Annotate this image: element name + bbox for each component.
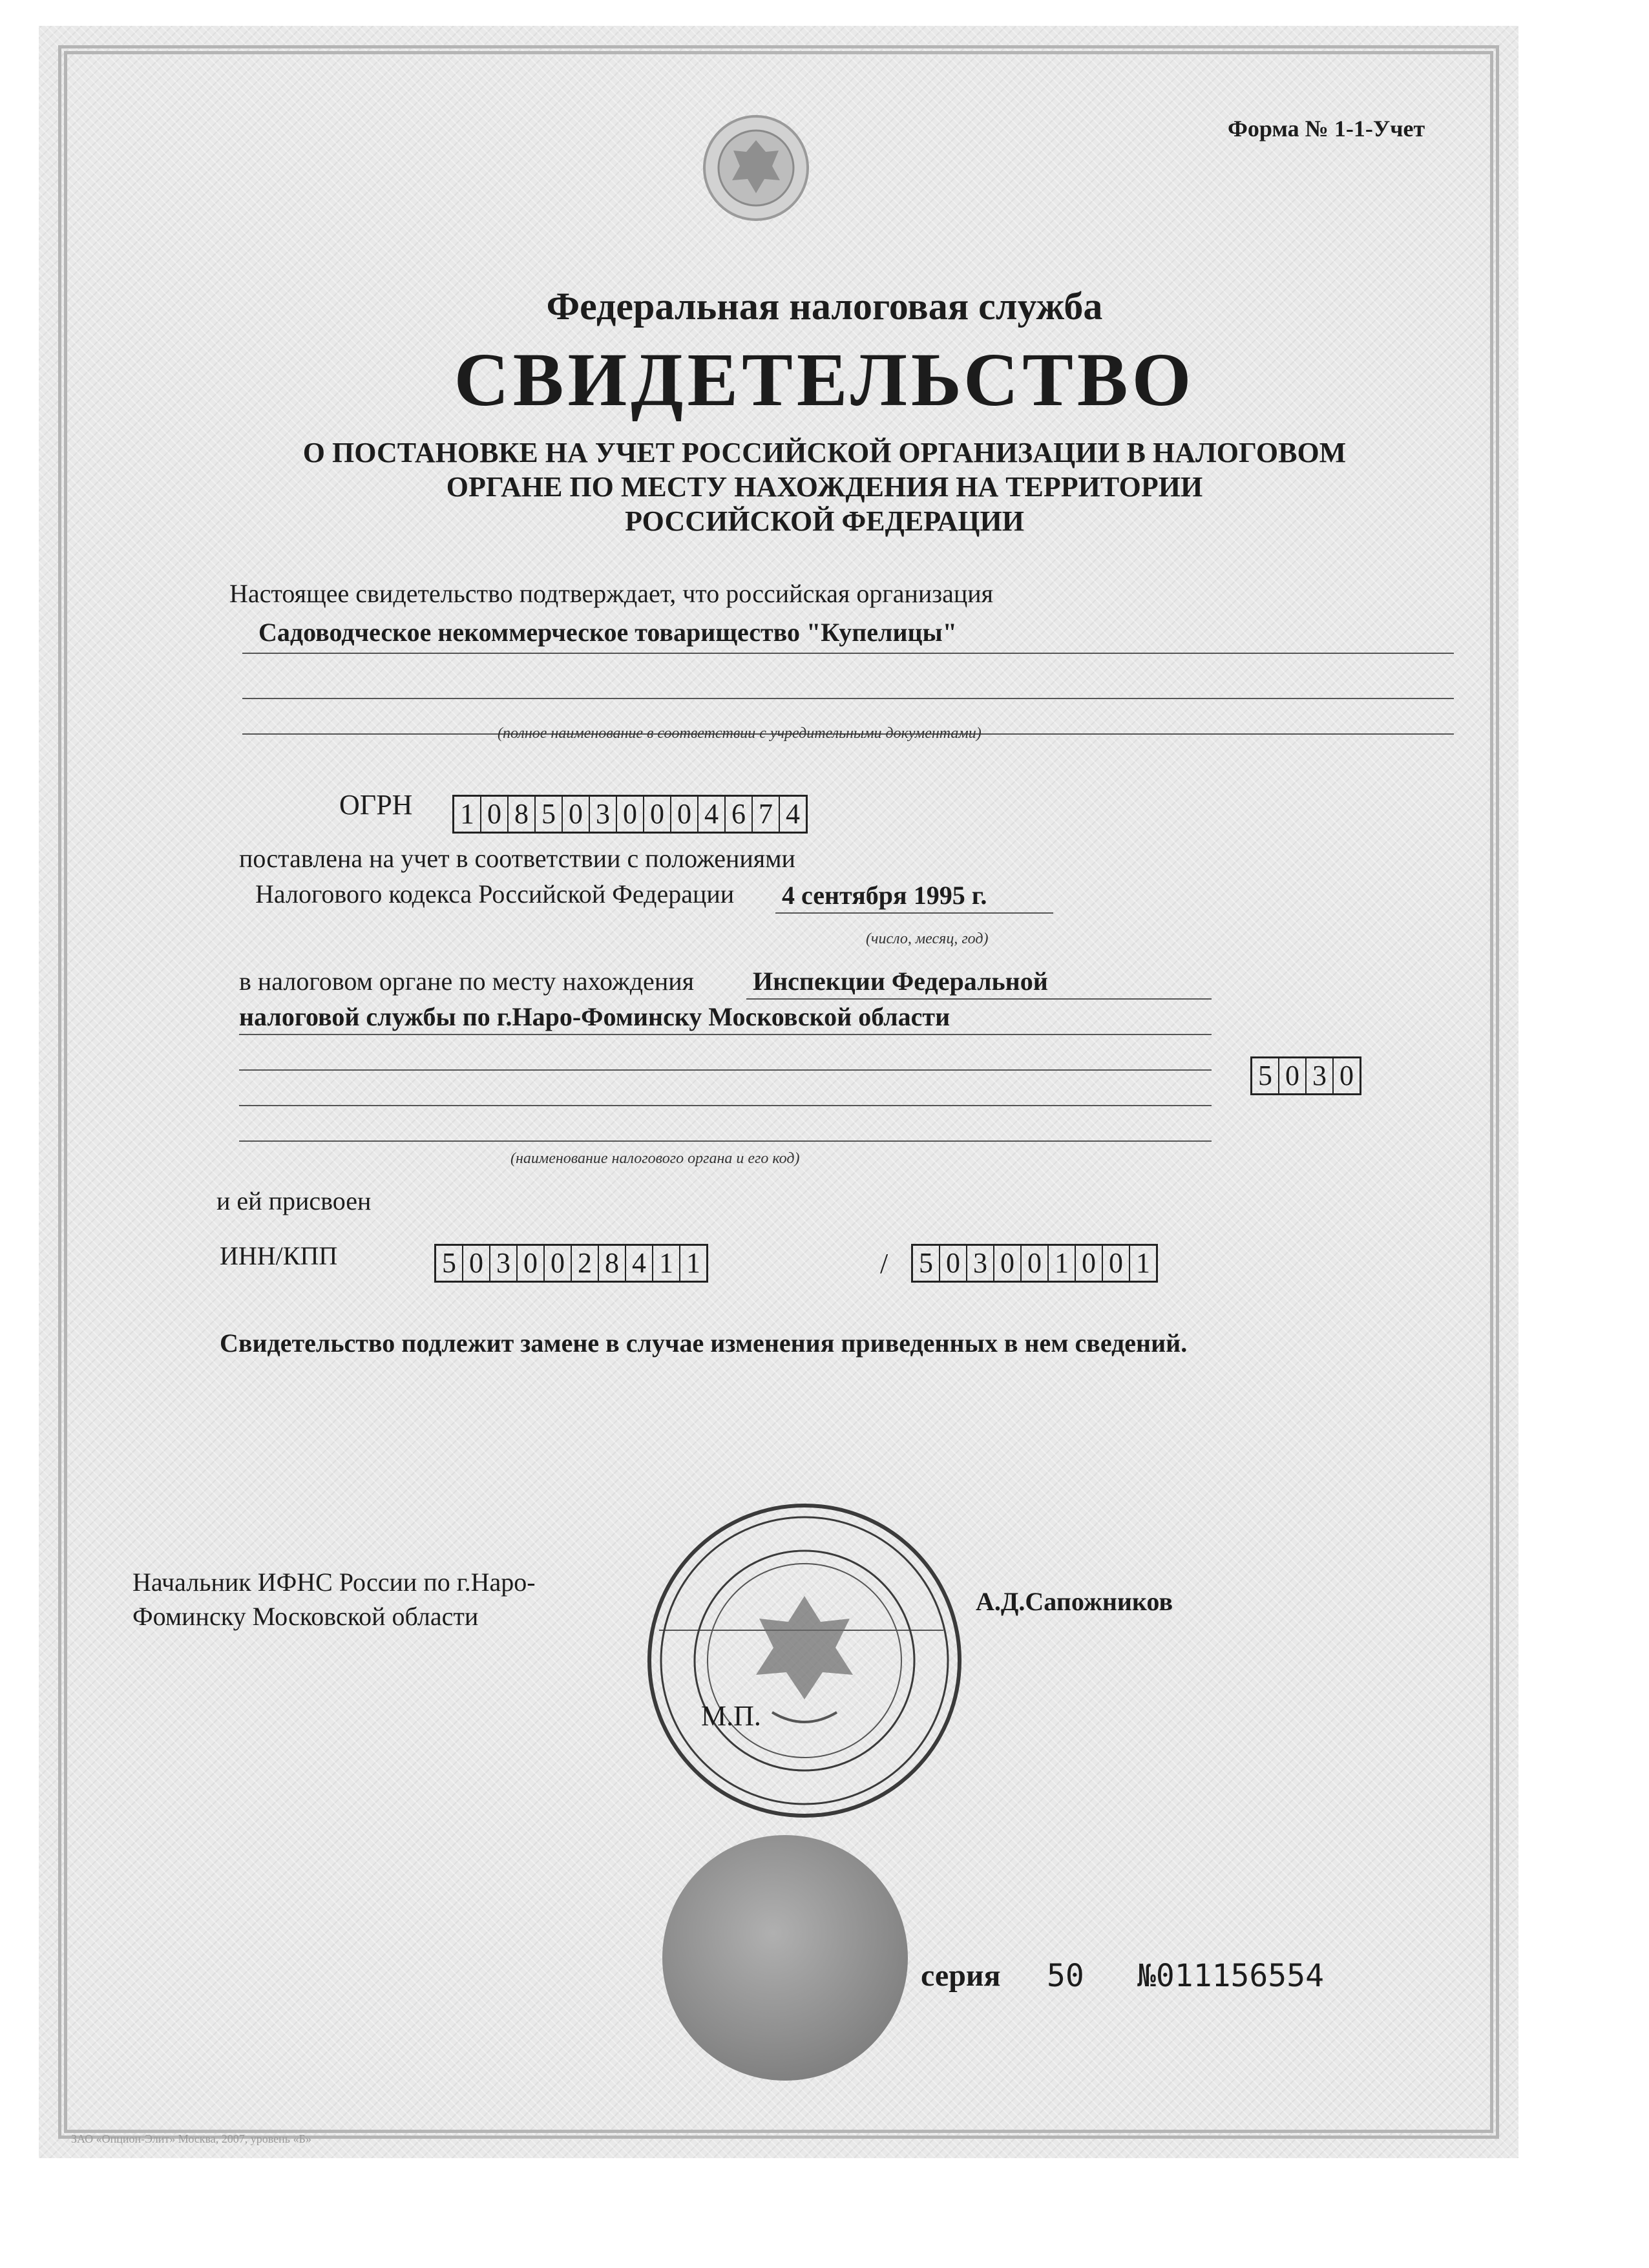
inn-digit-cell: 1	[686, 1247, 700, 1279]
date-hint: (число, месяц, год)	[866, 930, 989, 947]
org-name-underline-2	[242, 698, 1454, 699]
kpp-digit-cell: 1	[1049, 1246, 1076, 1281]
agency-name: Федеральная налоговая служба	[546, 285, 1103, 328]
ogrn-digit-cell: 0	[671, 797, 698, 832]
inn-digit-cell: 3	[490, 1246, 518, 1281]
org-name-underline-1	[242, 653, 1454, 654]
tax-office-underline-1	[746, 998, 1212, 1000]
tax-office-name-1: Инспекции Федеральной	[753, 967, 1048, 996]
inn-digit-cell: 0	[463, 1246, 490, 1281]
emblem-icon	[701, 113, 811, 223]
inn-digit-cell: 8	[599, 1246, 626, 1281]
kpp-digit-cell: 0	[1076, 1246, 1103, 1281]
signer-name: А.Д.Сапожников	[976, 1587, 1173, 1616]
ogrn-digit-cell: 4	[698, 797, 726, 832]
kpp-digit-cell: 0	[940, 1246, 967, 1281]
date-underline	[775, 912, 1053, 914]
inn-digit-cell: 5	[436, 1246, 463, 1281]
tax-office-underline-3	[239, 1069, 1212, 1071]
certificate-number: №011156554	[1137, 1958, 1324, 1994]
tax-office-code-cell: 3	[1307, 1058, 1334, 1093]
hologram-seal-icon	[662, 1835, 908, 2081]
ogrn-digit-cell: 0	[481, 797, 509, 832]
kpp-digit-cell: 3	[967, 1246, 994, 1281]
tax-office-code-cell: 0	[1279, 1058, 1307, 1093]
tax-office-intro: в налоговом органе по месту нахождения	[239, 967, 695, 996]
tax-office-code-cell: 5	[1252, 1058, 1279, 1093]
official-stamp-icon	[643, 1499, 966, 1822]
ogrn-digit-cell: 6	[726, 797, 753, 832]
kpp-digit-cell: 0	[1022, 1246, 1049, 1281]
ogrn-digit-cell: 0	[617, 797, 644, 832]
kpp-digit-cell: 0	[994, 1246, 1022, 1281]
subtitle-line-2: ОРГАНЕ ПО МЕСТУ НАХОЖДЕНИЯ НА ТЕРРИТОРИИ	[446, 471, 1203, 503]
inn-digit-cell: 1	[653, 1246, 680, 1281]
replacement-note: Свидетельство подлежит замене в случае изменения приведенных в нем сведений.	[220, 1328, 1188, 1358]
tax-office-code	[1250, 1056, 1361, 1095]
signer-title-1: Начальник ИФНС России по г.Наро-	[132, 1568, 536, 1597]
org-name: Садоводческое некоммерческое товарищество "Купелицы"	[258, 618, 957, 647]
page-title: СВИДЕТЕЛЬСТВО	[454, 337, 1195, 422]
inn-digit-cell: 4	[626, 1246, 653, 1281]
registration-date: 4 сентября 1995 г.	[782, 881, 987, 910]
subtitle-line-1: О ПОСТАНОВКЕ НА УЧЕТ РОССИЙСКОЙ ОРГАНИЗАЦИИ В НАЛОГОВОМ	[302, 437, 1347, 468]
ogrn-digit-cell: 5	[536, 797, 563, 832]
signer-title-2: Фоминску Московской области	[132, 1602, 479, 1631]
ogrn-digit-cell: 0	[563, 797, 590, 832]
tax-office-name-2: налоговой службы по г.Наро-Фоминску Московской области	[239, 1002, 951, 1031]
inn-digit-cell: 2	[572, 1246, 599, 1281]
assigned-text: и ей присвоен	[216, 1186, 372, 1215]
tax-office-underline-4	[239, 1105, 1212, 1106]
tax-office-underline-5	[239, 1140, 1212, 1142]
inn-kpp-label: ИНН/КПП	[220, 1241, 338, 1270]
kpp-digit-cell: 5	[913, 1246, 940, 1281]
tax-office-hint: (наименование налогового органа и его код)	[510, 1150, 800, 1167]
tax-office-code-cell: 0	[1339, 1060, 1354, 1091]
inn-digit-cell: 0	[518, 1246, 545, 1281]
org-name-hint: (полное наименование в соответствии с учредительными документами)	[498, 725, 982, 742]
printer-note: ЗАО «Опцион-Элит» Москва, 2007, уровень «Б»	[71, 2132, 311, 2145]
ogrn-digit-cell: 3	[590, 797, 617, 832]
inn-digit-cell: 0	[545, 1246, 572, 1281]
ogrn-digit-cell: 1	[454, 797, 481, 832]
kpp-digit-cell: 1	[1136, 1247, 1150, 1279]
tax-office-underline-2	[239, 1034, 1212, 1035]
intro-text: Настоящее свидетельство подтверждает, что российская организация	[229, 579, 994, 608]
ogrn-digit-cell: 0	[644, 797, 671, 832]
series-value: 50	[1047, 1958, 1084, 1994]
series-label: серия	[921, 1958, 1001, 1993]
ogrn-label: ОГРН	[339, 789, 413, 821]
inn-kpp-separator: /	[880, 1248, 888, 1279]
subtitle-line-3: РОССИЙСКОЙ ФЕДЕРАЦИИ	[625, 505, 1024, 537]
kpp-digits	[911, 1244, 1158, 1283]
ogrn-digit-cell: 8	[509, 797, 536, 832]
ogrn-digit-cell: 4	[786, 798, 800, 830]
ogrn-digit-cell: 7	[753, 797, 780, 832]
registered-line-2: Налогового кодекса Российской Федерации	[255, 879, 735, 908]
registered-line-1: поставлена на учет в соответствии с положениями	[239, 844, 795, 873]
stamp-place: М.П.	[701, 1700, 761, 1732]
kpp-digit-cell: 0	[1103, 1246, 1130, 1281]
ogrn-digits	[452, 795, 808, 834]
inn-digits	[434, 1244, 708, 1283]
form-number: Форма № 1-1-Учет	[1228, 116, 1425, 142]
